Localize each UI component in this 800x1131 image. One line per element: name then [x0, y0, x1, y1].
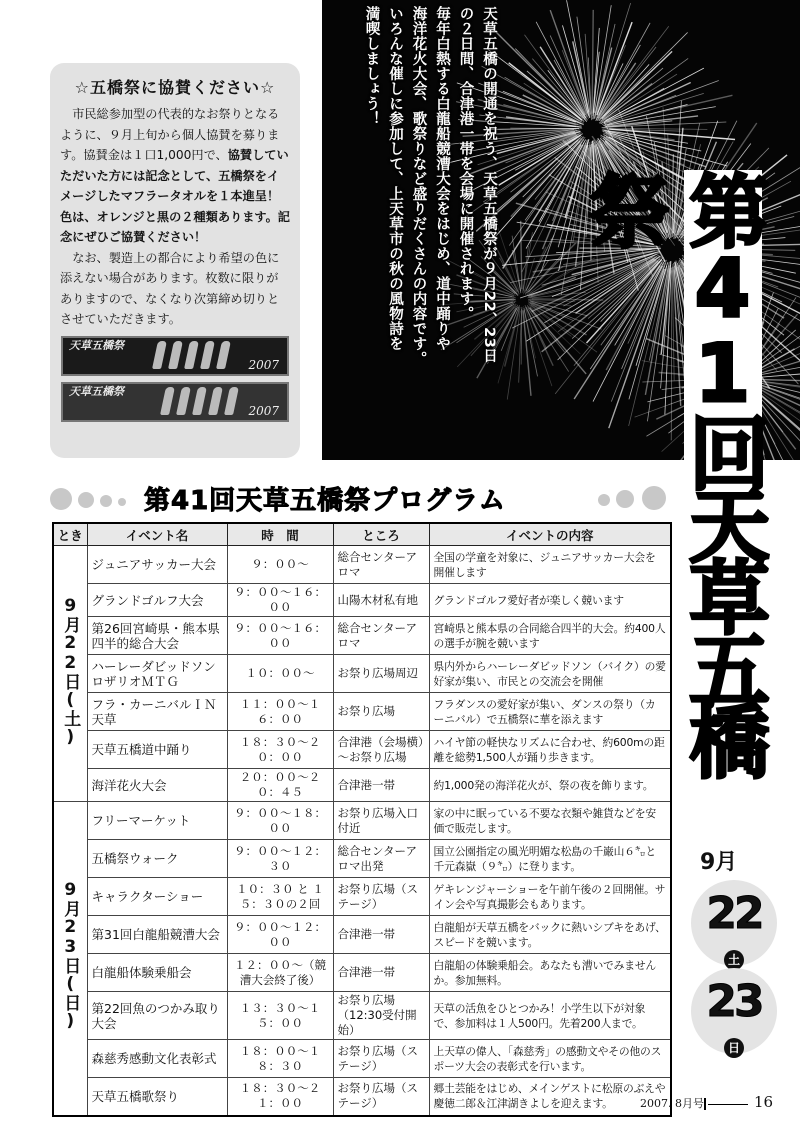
- event-name: フリーマーケット: [87, 802, 227, 840]
- date-badge-22: [691, 880, 777, 966]
- issue-label: 2007. 8月号: [640, 1097, 704, 1110]
- event-name: 海洋花火大会: [87, 769, 227, 802]
- sponsor-paragraph-1: [60, 104, 290, 248]
- towel-image-orange: [61, 336, 289, 376]
- weekday-badge: 土: [724, 950, 744, 970]
- event-description: ゲキレンジャーショーを午前午後の２回開催。サイン会や写真撮影会もあります。: [429, 878, 671, 916]
- day-number: 23: [706, 976, 762, 1027]
- event-place: お祭り広場（ステージ）: [333, 1078, 429, 1116]
- event-place: 総合センターアロマ: [333, 617, 429, 655]
- table-row: [53, 655, 671, 693]
- header-cell: とき: [53, 523, 87, 546]
- table-row: [53, 769, 671, 802]
- event-description: 全国の学童を対象に、ジュニアサッカー大会を開催します: [429, 546, 671, 584]
- event-place: 総合センターアロマ出発: [333, 840, 429, 878]
- sponsor-title: ☆五橋祭に協賛ください☆: [74, 78, 276, 97]
- page-footer: [640, 1093, 773, 1111]
- event-name: 白龍船体験乗船会: [87, 954, 227, 992]
- table-row: [53, 916, 671, 954]
- event-description: ハイヤ節の軽快なリズムに合わせ、約600mの距離を総勢1,500人が踊り歩きます。: [429, 731, 671, 769]
- table-header-row: [53, 523, 671, 546]
- day-label: 9月23日(日): [60, 880, 81, 1032]
- day-label-cell: [53, 802, 87, 1116]
- event-time: １１：００～１６：００: [227, 693, 333, 731]
- event-name: 森慈秀感動文化表彰式: [87, 1040, 227, 1078]
- intro-line: 海洋花火大会、歌祭りなど盛りだくさんの内容です。: [410, 6, 427, 366]
- event-description: 県内外からハーレーダビッドソン（バイク）の愛好家が集い、市民との交流会を開催: [429, 655, 671, 693]
- event-time: １８：３０～２０：００: [227, 731, 333, 769]
- event-time: １３：３０～１５：００: [227, 992, 333, 1040]
- event-description: 天草の活魚をひとつかみ！小学生以下が対象で、参加料は１人500円。先着200人まで。: [429, 992, 671, 1040]
- event-time: １０：００～: [227, 655, 333, 693]
- event-name: 第26回宮崎県・熊本県四半的総合大会: [87, 617, 227, 655]
- table-row: [53, 1040, 671, 1078]
- intro-line: 毎年白熱する白龍船競漕大会をはじめ、道中踊りや: [434, 6, 450, 351]
- event-time: ９：００～１８：００: [227, 802, 333, 840]
- event-time: ９：００～１６：００: [227, 584, 333, 617]
- event-name: 天草五橋道中踊り: [87, 731, 227, 769]
- header-cell: ところ: [333, 523, 429, 546]
- intro-line: いろんな催しに参加して、上天草市の秋の風物詩を: [387, 6, 403, 351]
- event-description: 国立公園指定の風光明媚な松島の千巌山６㌔と千元森嶽（９㌔）に登ります。: [429, 840, 671, 878]
- program-heading: [50, 478, 675, 522]
- sponsor-box: [50, 63, 300, 458]
- festival-title: 第41回天草五橋祭: [576, 170, 769, 772]
- event-name: グランドゴルフ大会: [87, 584, 227, 617]
- program-title: 第41回天草五橋祭プログラム: [144, 486, 506, 516]
- event-time: １０：３０ と １５：３０の２回: [227, 878, 333, 916]
- sponsor-paragraph-2: なお、製造上の都合により希望の色に添えない場合があります。枚数に限りがありますので、なくなり次第締め切りとさせていただきます。: [60, 250, 280, 326]
- event-place: お祭り広場周辺: [333, 655, 429, 693]
- event-description: グランドゴルフ愛好者が楽しく競います: [429, 584, 671, 617]
- sponsor-p1-plain: 市民総参加型の代表的なお祭りとなるように、９月上旬から個人協賛を募ります。協賛金は１口1,000円で、: [60, 107, 280, 162]
- table-row: [53, 584, 671, 617]
- event-time: ２０：００～２０：４５: [227, 769, 333, 802]
- event-name: 五橋祭ウォーク: [87, 840, 227, 878]
- event-name: キャラクターショー: [87, 878, 227, 916]
- festival-title-block: [576, 170, 772, 840]
- event-time: ９：００～１６：００: [227, 617, 333, 655]
- table-row: [53, 1078, 671, 1116]
- event-description: 白龍船の体験乗船会。あなたも漕いでみませんか。参加無料。: [429, 954, 671, 992]
- table-row: [53, 954, 671, 992]
- event-name: フラ・カーニバルＩＮ天草: [87, 693, 227, 731]
- weekday-badge: 日: [724, 1038, 744, 1058]
- table-row: [53, 731, 671, 769]
- day-label-cell: [53, 546, 87, 802]
- event-description: 宮崎県と熊本県の合同総合四半的大会。約400人の選手が腕を競います: [429, 617, 671, 655]
- sponsor-p1-bold: 協賛していただいた方には記念として、五橋祭をイメージしたマフラータオルを１本進呈！色は、オレンジと黒の２種類あります。記念にぜひご協賛ください！: [60, 148, 290, 244]
- event-time: ９：００～１２：００: [227, 916, 333, 954]
- header-cell: イベントの内容: [429, 523, 671, 546]
- event-name: 第22回魚のつかみ取り大会: [87, 992, 227, 1040]
- event-place: 合津港一帯: [333, 916, 429, 954]
- event-description: 郷土芸能をはじめ、メインゲストに松原のぶえや慶徳二郎＆江津湖きよしを迎えます。: [429, 1078, 671, 1116]
- event-name: ハーレーダビッドソンロザリオＭＴＧ: [87, 655, 227, 693]
- table-row: [53, 878, 671, 916]
- table-row: [53, 546, 671, 584]
- table-row: [53, 693, 671, 731]
- table-row: [53, 802, 671, 840]
- towel-name: 天草五橋祭: [69, 338, 124, 352]
- event-name: ジュニアサッカー大会: [87, 546, 227, 584]
- event-place: お祭り広場（ステージ）: [333, 1040, 429, 1078]
- event-description: 白龍船が天草五橋をバックに熱いシブキをあげ、スピードを競います。: [429, 916, 671, 954]
- event-place: 総合センターアロマ: [333, 546, 429, 584]
- event-time: １８：３０～２１：００: [227, 1078, 333, 1116]
- towel-name-2: 天草五橋祭: [69, 384, 124, 398]
- table-row: [53, 992, 671, 1040]
- event-description: 約1,000発の海洋花火が、祭の夜を飾ります。: [429, 769, 671, 802]
- event-description: 上天草の偉人、「森慈秀」の感動文やその他のスポーツ大会の表彰式を行います。: [429, 1040, 671, 1078]
- event-place: 合津港一帯: [333, 954, 429, 992]
- date-badge-23: [691, 968, 777, 1054]
- event-place: お祭り広場入口付近: [333, 802, 429, 840]
- towel-year-2: 2007: [248, 403, 279, 418]
- event-time: １２：００～（競漕大会終了後）: [227, 954, 333, 992]
- event-place: 合津港（会場横）～お祭り広場: [333, 731, 429, 769]
- event-name: 第31回白龍船競漕大会: [87, 916, 227, 954]
- intro-line: 満喫しましょう！: [363, 6, 380, 126]
- program-table: [52, 522, 672, 1117]
- page-number: 16: [754, 1093, 774, 1111]
- towel-year: 2007: [248, 357, 279, 372]
- event-name: 天草五橋歌祭り: [87, 1078, 227, 1116]
- event-description: 家の中に眠っている不要な衣類や雑貨などを安価で販売します。: [429, 802, 671, 840]
- intro-line: の２日間、合津港一帯を会場に開催されます。: [457, 6, 474, 321]
- event-time: ９：００～: [227, 546, 333, 584]
- intro-text: [359, 6, 500, 451]
- event-time: １８：００～１８：３０: [227, 1040, 333, 1078]
- event-place: 合津港一帯: [333, 769, 429, 802]
- event-description: フラダンスの愛好家が集い、ダンスの祭り（カーニバル）で五橋祭に華を添えます: [429, 693, 671, 731]
- event-place: お祭り広場: [333, 693, 429, 731]
- event-place: お祭り広場（ステージ）: [333, 878, 429, 916]
- event-time: ９：００～１２：３０: [227, 840, 333, 878]
- table-row: [53, 840, 671, 878]
- table-row: [53, 617, 671, 655]
- event-place: お祭り広場（12:30受付開始）: [333, 992, 429, 1040]
- header-cell: イベント名: [87, 523, 227, 546]
- towel-image-black: [61, 382, 289, 422]
- festival-month: 9月: [700, 850, 738, 875]
- day-label: 9月22日(土): [60, 595, 81, 747]
- day-number: 22: [706, 888, 762, 939]
- header-cell: 時 間: [227, 523, 333, 546]
- intro-line: 天草五橋の開通を祝う、天草五橋祭が９月22、23日: [481, 6, 497, 364]
- event-place: 山陽木材私有地: [333, 584, 429, 617]
